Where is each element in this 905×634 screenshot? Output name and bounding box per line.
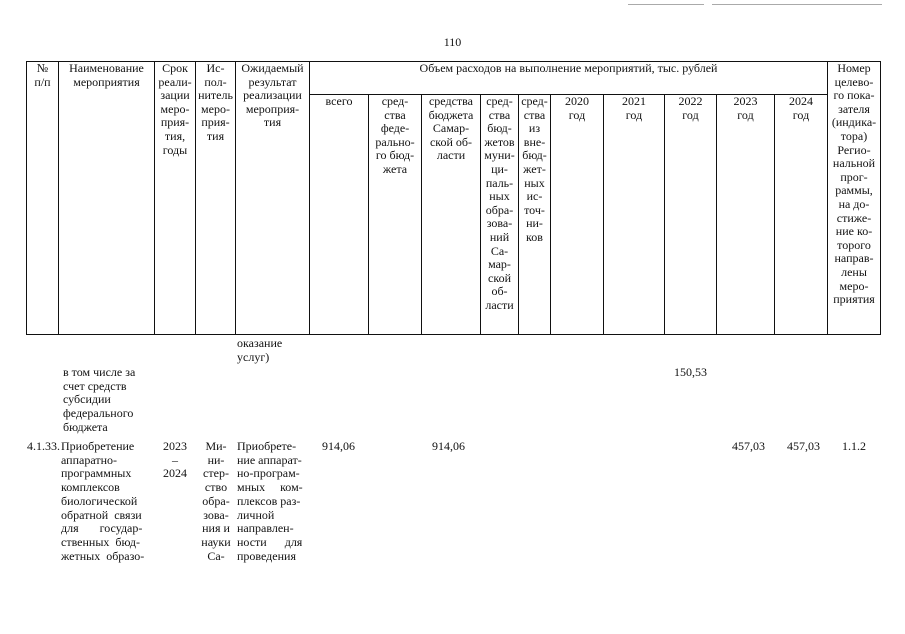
row-2024: 457,03 — [787, 439, 820, 453]
row-indicator: 1.1.2 — [842, 439, 866, 453]
row-name: Приобретение аппаратно- программных комплексов биологической обратной связи для государ- ственных бюд- жетных образо- — [61, 439, 145, 563]
row-number: 4.1.33. — [27, 439, 60, 453]
col-header-executor: Ис- пол- нитель меро- прия- тия — [196, 62, 236, 335]
row-total: 914,06 — [322, 439, 355, 453]
col-header-2021: 2021 год — [604, 95, 665, 335]
row-executor: Ми- ни- стер- ство обра- зова- ния и науки Са- — [201, 439, 231, 563]
col-header-2023: 2023 год — [717, 95, 775, 335]
col-header-extra: сред- ства из вне- бюд- жет- ных ис- точ- ни- ков — [519, 95, 551, 335]
top-rule-1 — [628, 4, 704, 5]
col-header-expenses: Объем расходов на выполнение мероприятий, тыс. рублей — [310, 62, 828, 95]
col-header-period: Срок реали- зации меро- прия- тия, годы — [155, 62, 196, 335]
subsidy-row-2022: 150,53 — [674, 365, 707, 379]
col-header-total: всего — [310, 95, 369, 335]
row-result: Приобрете- ние аппарат- но-програм- мных ком- плексов раз- личной направлен- ности для проведения — [237, 439, 303, 563]
row-2023: 457,03 — [732, 439, 765, 453]
subsidy-row-name: в том числе за счет средств субсидии федерального бюджета — [63, 365, 136, 434]
carryover-result: оказание услуг) — [237, 336, 283, 364]
expenses-table-header — [26, 61, 881, 335]
top-rule-2 — [712, 4, 882, 5]
row-period: 2023 – 2024 — [163, 439, 187, 481]
page-number: 110 — [443, 35, 462, 49]
col-header-name: Наименование мероприятия — [59, 62, 155, 335]
col-header-regional: средства бюджета Самар- ской об- ласти — [422, 95, 481, 335]
col-header-municipal: сред- ства бюд- жетов муни- ци- паль- ных обра- зова- ний Са- мар- ской об- ласти — [481, 95, 519, 335]
col-header-2020: 2020 год — [551, 95, 604, 335]
col-header-2022: 2022 год — [665, 95, 717, 335]
col-header-num: № п/п — [27, 62, 59, 335]
col-header-indicator: Номер целево- го пока- зателя (индика- тора) Регио- нальной прог- раммы, на до- стиже- ние ко- торого направ- лены меро- приятия — [828, 62, 881, 335]
row-regional: 914,06 — [432, 439, 465, 453]
col-header-federal: сред- ства феде- рально- го бюд- жета — [369, 95, 422, 335]
col-header-result: Ожидаемый результат реализации мероприя- тия — [236, 62, 310, 335]
col-header-2024: 2024 год — [775, 95, 828, 335]
